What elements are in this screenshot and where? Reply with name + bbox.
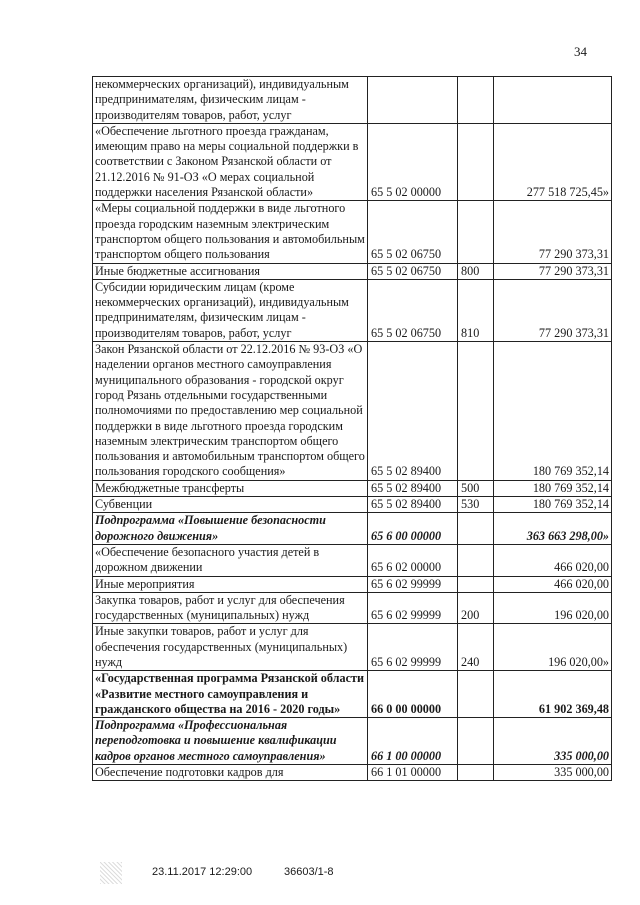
row-amount-cell [494, 77, 612, 124]
row-expense-type-cell: 500 [458, 480, 494, 496]
row-amount-cell: 180 769 352,14 [494, 497, 612, 513]
row-name-cell: Подпрограмма «Профессиональная переподготовка и повышение квалификации кадров органов местного самоуправления» [93, 718, 368, 765]
row-expense-type-cell [458, 201, 494, 263]
table-row [93, 544, 612, 576]
row-name-cell: некоммерческих организаций), индивидуальным предпринимателям, физическим лицам - производителям товаров, работ, услуг [93, 77, 368, 124]
row-expense-type-cell [458, 513, 494, 545]
row-code-cell: 65 6 00 00000 [368, 513, 458, 545]
row-name-cell: «Государственная программа Рязанской области «Развитие местного самоуправления и гражданского общества на 2016 - 2020 годы» [93, 671, 368, 718]
row-amount-cell: 77 290 373,31 [494, 201, 612, 263]
row-expense-type-cell [458, 123, 494, 200]
table-row [93, 592, 612, 624]
row-code-cell: 65 5 02 06750 [368, 263, 458, 279]
row-code-cell: 65 5 02 00000 [368, 123, 458, 200]
row-name-cell: Закон Рязанской области от 22.12.2016 № 93-ОЗ «О наделении органов местного самоуправления муниципального образования - городской округ город Рязань отдельными государственными полномочиями по предоставлению мер социальной поддержки в виде льготного проезда городским наземным электрическим транспортом общего пользования и автомобильным транспортом общего пользования городского сообщения» [93, 342, 368, 481]
row-expense-type-cell: 530 [458, 497, 494, 513]
row-expense-type-cell [458, 544, 494, 576]
row-code-cell: 66 1 00 00000 [368, 718, 458, 765]
table-row [93, 576, 612, 592]
row-code-cell: 65 5 02 06750 [368, 279, 458, 341]
row-code-cell: 66 0 00 00000 [368, 671, 458, 718]
budget-table [92, 76, 612, 781]
row-name-cell: Иные мероприятия [93, 576, 368, 592]
row-expense-type-cell [458, 342, 494, 481]
table-row [93, 279, 612, 341]
table-row [93, 765, 612, 781]
row-name-cell: Подпрограмма «Повышение безопасности дорожного движения» [93, 513, 368, 545]
row-expense-type-cell: 800 [458, 263, 494, 279]
faint-stamp [452, 860, 582, 888]
row-amount-cell: 335 000,00 [494, 765, 612, 781]
page-number: 34 [574, 44, 587, 59]
row-expense-type-cell [458, 671, 494, 718]
row-code-cell: 65 5 02 89400 [368, 342, 458, 481]
row-code-cell: 65 6 02 99999 [368, 576, 458, 592]
table-row [93, 671, 612, 718]
row-name-cell: «Обеспечение льготного проезда гражданам, имеющим право на меры социальной поддержки в соответствии с Законом Рязанской области от 21.12.2016 № 91-ОЗ «О мерах социальной поддержки населения Рязанской области» [93, 123, 368, 200]
row-amount-cell: 363 663 298,00» [494, 513, 612, 545]
row-amount-cell: 335 000,00 [494, 718, 612, 765]
table-row [93, 123, 612, 200]
row-name-cell: Закупка товаров, работ и услуг для обеспечения государственных (муниципальных) нужд [93, 592, 368, 624]
row-amount-cell: 196 020,00» [494, 624, 612, 671]
row-name-cell: Межбюджетные трансферты [93, 480, 368, 496]
footer-datetime: 23.11.2017 12:29:00 [152, 866, 253, 878]
row-code-cell: 66 1 01 00000 [368, 765, 458, 781]
table-row [93, 342, 612, 481]
row-name-cell: Иные закупки товаров, работ и услуг для обеспечения государственных (муниципальных) нужд [93, 624, 368, 671]
row-amount-cell: 77 290 373,31 [494, 279, 612, 341]
row-expense-type-cell: 810 [458, 279, 494, 341]
table-row [93, 513, 612, 545]
row-expense-type-cell [458, 765, 494, 781]
row-expense-type-cell [458, 718, 494, 765]
row-amount-cell: 466 020,00 [494, 544, 612, 576]
table-row [93, 718, 612, 765]
row-expense-type-cell: 240 [458, 624, 494, 671]
row-amount-cell: 196 020,00 [494, 592, 612, 624]
row-amount-cell: 277 518 725,45» [494, 123, 612, 200]
row-code-cell [368, 77, 458, 124]
row-expense-type-cell [458, 576, 494, 592]
row-amount-cell: 61 902 369,48 [494, 671, 612, 718]
row-expense-type-cell: 200 [458, 592, 494, 624]
row-name-cell: Субвенции [93, 497, 368, 513]
table-row [93, 497, 612, 513]
table-body [93, 77, 612, 781]
row-code-cell: 65 5 02 06750 [368, 201, 458, 263]
row-code-cell: 65 5 02 89400 [368, 480, 458, 496]
table-row [93, 624, 612, 671]
table-row [93, 77, 612, 124]
row-amount-cell: 180 769 352,14 [494, 342, 612, 481]
row-code-cell: 65 5 02 89400 [368, 497, 458, 513]
row-expense-type-cell [458, 77, 494, 124]
table-row [93, 201, 612, 263]
row-name-cell: «Обеспечение безопасного участия детей в дорожном движении [93, 544, 368, 576]
row-name-cell: «Меры социальной поддержки в виде льготного проезда городским наземным электрическим транспортом общего пользования и автомобильным транспортом общего пользования [93, 201, 368, 263]
footer-document-number: 36603/1-8 [284, 866, 334, 878]
row-name-cell: Субсидии юридическим лицам (кроме некоммерческих организаций), индивидуальным предпринимателям, физическим лицам - производителям товаров, работ, услуг [93, 279, 368, 341]
row-name-cell: Иные бюджетные ассигнования [93, 263, 368, 279]
row-amount-cell: 77 290 373,31 [494, 263, 612, 279]
row-amount-cell: 466 020,00 [494, 576, 612, 592]
row-amount-cell: 180 769 352,14 [494, 480, 612, 496]
row-code-cell: 65 6 02 00000 [368, 544, 458, 576]
row-name-cell: Обеспечение подготовки кадров для [93, 765, 368, 781]
barcode-mark [100, 862, 122, 884]
row-code-cell: 65 6 02 99999 [368, 592, 458, 624]
table-row [93, 480, 612, 496]
row-code-cell: 65 6 02 99999 [368, 624, 458, 671]
table-row [93, 263, 612, 279]
